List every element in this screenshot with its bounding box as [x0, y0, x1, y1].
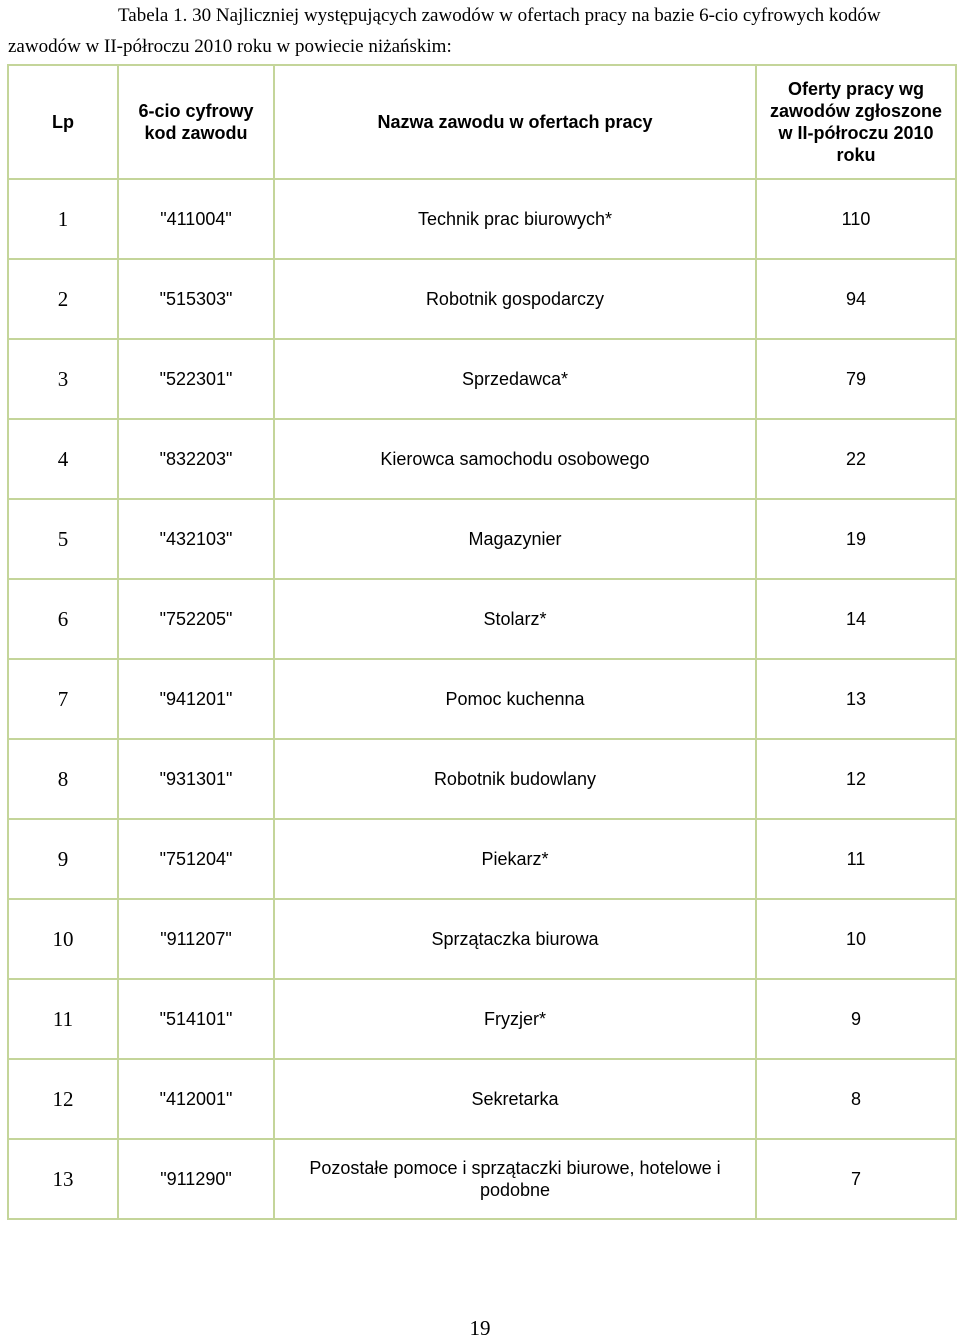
table-row: [8, 899, 956, 979]
cell-offers: 110: [756, 179, 956, 259]
table-row: [8, 659, 956, 739]
cell-name: Fryzjer*: [274, 979, 756, 1059]
cell-name: Robotnik budowlany: [274, 739, 756, 819]
cell-name: Piekarz*: [274, 819, 756, 899]
cell-name: Magazynier: [274, 499, 756, 579]
header-code: 6-cio cyfrowy kod zawodu: [118, 65, 274, 179]
cell-name: Kierowca samochodu osobowego: [274, 419, 756, 499]
cell-lp: 9: [8, 819, 118, 899]
cell-code: "832203": [118, 419, 274, 499]
cell-name: Sprzedawca*: [274, 339, 756, 419]
cell-code: "751204": [118, 819, 274, 899]
header-offers: Oferty pracy wg zawodów zgłoszone w II-półroczu 2010 roku: [756, 65, 956, 179]
cell-offers: 94: [756, 259, 956, 339]
cell-offers: 10: [756, 899, 956, 979]
cell-lp: 2: [8, 259, 118, 339]
table-row: [8, 1059, 956, 1139]
table-caption: [8, 0, 956, 62]
cell-lp: 10: [8, 899, 118, 979]
cell-offers: 79: [756, 339, 956, 419]
cell-offers: 7: [756, 1139, 956, 1219]
cell-code: "931301": [118, 739, 274, 819]
table-row: [8, 499, 956, 579]
cell-code: "752205": [118, 579, 274, 659]
cell-offers: 9: [756, 979, 956, 1059]
table-row: [8, 179, 956, 259]
caption-line-1: Tabela 1. 30 Najliczniej występujących zawodów w ofertach pracy na bazie 6-cio cyfrowych kodów: [118, 5, 881, 26]
cell-name: Technik prac biurowych*: [274, 179, 756, 259]
cell-name: Stolarz*: [274, 579, 756, 659]
header-name: Nazwa zawodu w ofertach pracy: [274, 65, 756, 179]
cell-code: "522301": [118, 339, 274, 419]
table-row: [8, 979, 956, 1059]
cell-offers: 13: [756, 659, 956, 739]
caption-line-2: zawodów w II-półroczu 2010 roku w powiecie niżańskim:: [8, 36, 452, 57]
table-row: [8, 579, 956, 659]
cell-lp: 12: [8, 1059, 118, 1139]
table-row: [8, 339, 956, 419]
cell-offers: 14: [756, 579, 956, 659]
cell-offers: 8: [756, 1059, 956, 1139]
cell-offers: 11: [756, 819, 956, 899]
cell-lp: 7: [8, 659, 118, 739]
cell-code: "911290": [118, 1139, 274, 1219]
cell-lp: 3: [8, 339, 118, 419]
cell-name: Robotnik gospodarczy: [274, 259, 756, 339]
occupations-table: [7, 64, 957, 1220]
cell-code: "515303": [118, 259, 274, 339]
cell-lp: 6: [8, 579, 118, 659]
cell-offers: 22: [756, 419, 956, 499]
table-row: [8, 419, 956, 499]
cell-lp: 5: [8, 499, 118, 579]
cell-lp: 8: [8, 739, 118, 819]
table-row: [8, 819, 956, 899]
table-row: [8, 1139, 956, 1219]
cell-name: Sekretarka: [274, 1059, 756, 1139]
cell-code: "432103": [118, 499, 274, 579]
cell-lp: 11: [8, 979, 118, 1059]
table-body: [8, 179, 956, 1219]
cell-lp: 13: [8, 1139, 118, 1219]
table-row: [8, 259, 956, 339]
cell-name: Pozostałe pomoce i sprzątaczki biurowe, hotelowe i podobne: [274, 1139, 756, 1219]
cell-offers: 19: [756, 499, 956, 579]
cell-code: "514101": [118, 979, 274, 1059]
cell-code: "911207": [118, 899, 274, 979]
cell-name: Sprzątaczka biurowa: [274, 899, 756, 979]
header-row: [8, 65, 956, 179]
page-number: 19: [469, 1316, 491, 1340]
header-lp: Lp: [8, 65, 118, 179]
cell-lp: 4: [8, 419, 118, 499]
cell-code: "412001": [118, 1059, 274, 1139]
table-row: [8, 739, 956, 819]
cell-code: "941201": [118, 659, 274, 739]
cell-offers: 12: [756, 739, 956, 819]
cell-name: Pomoc kuchenna: [274, 659, 756, 739]
cell-code: "411004": [118, 179, 274, 259]
cell-lp: 1: [8, 179, 118, 259]
